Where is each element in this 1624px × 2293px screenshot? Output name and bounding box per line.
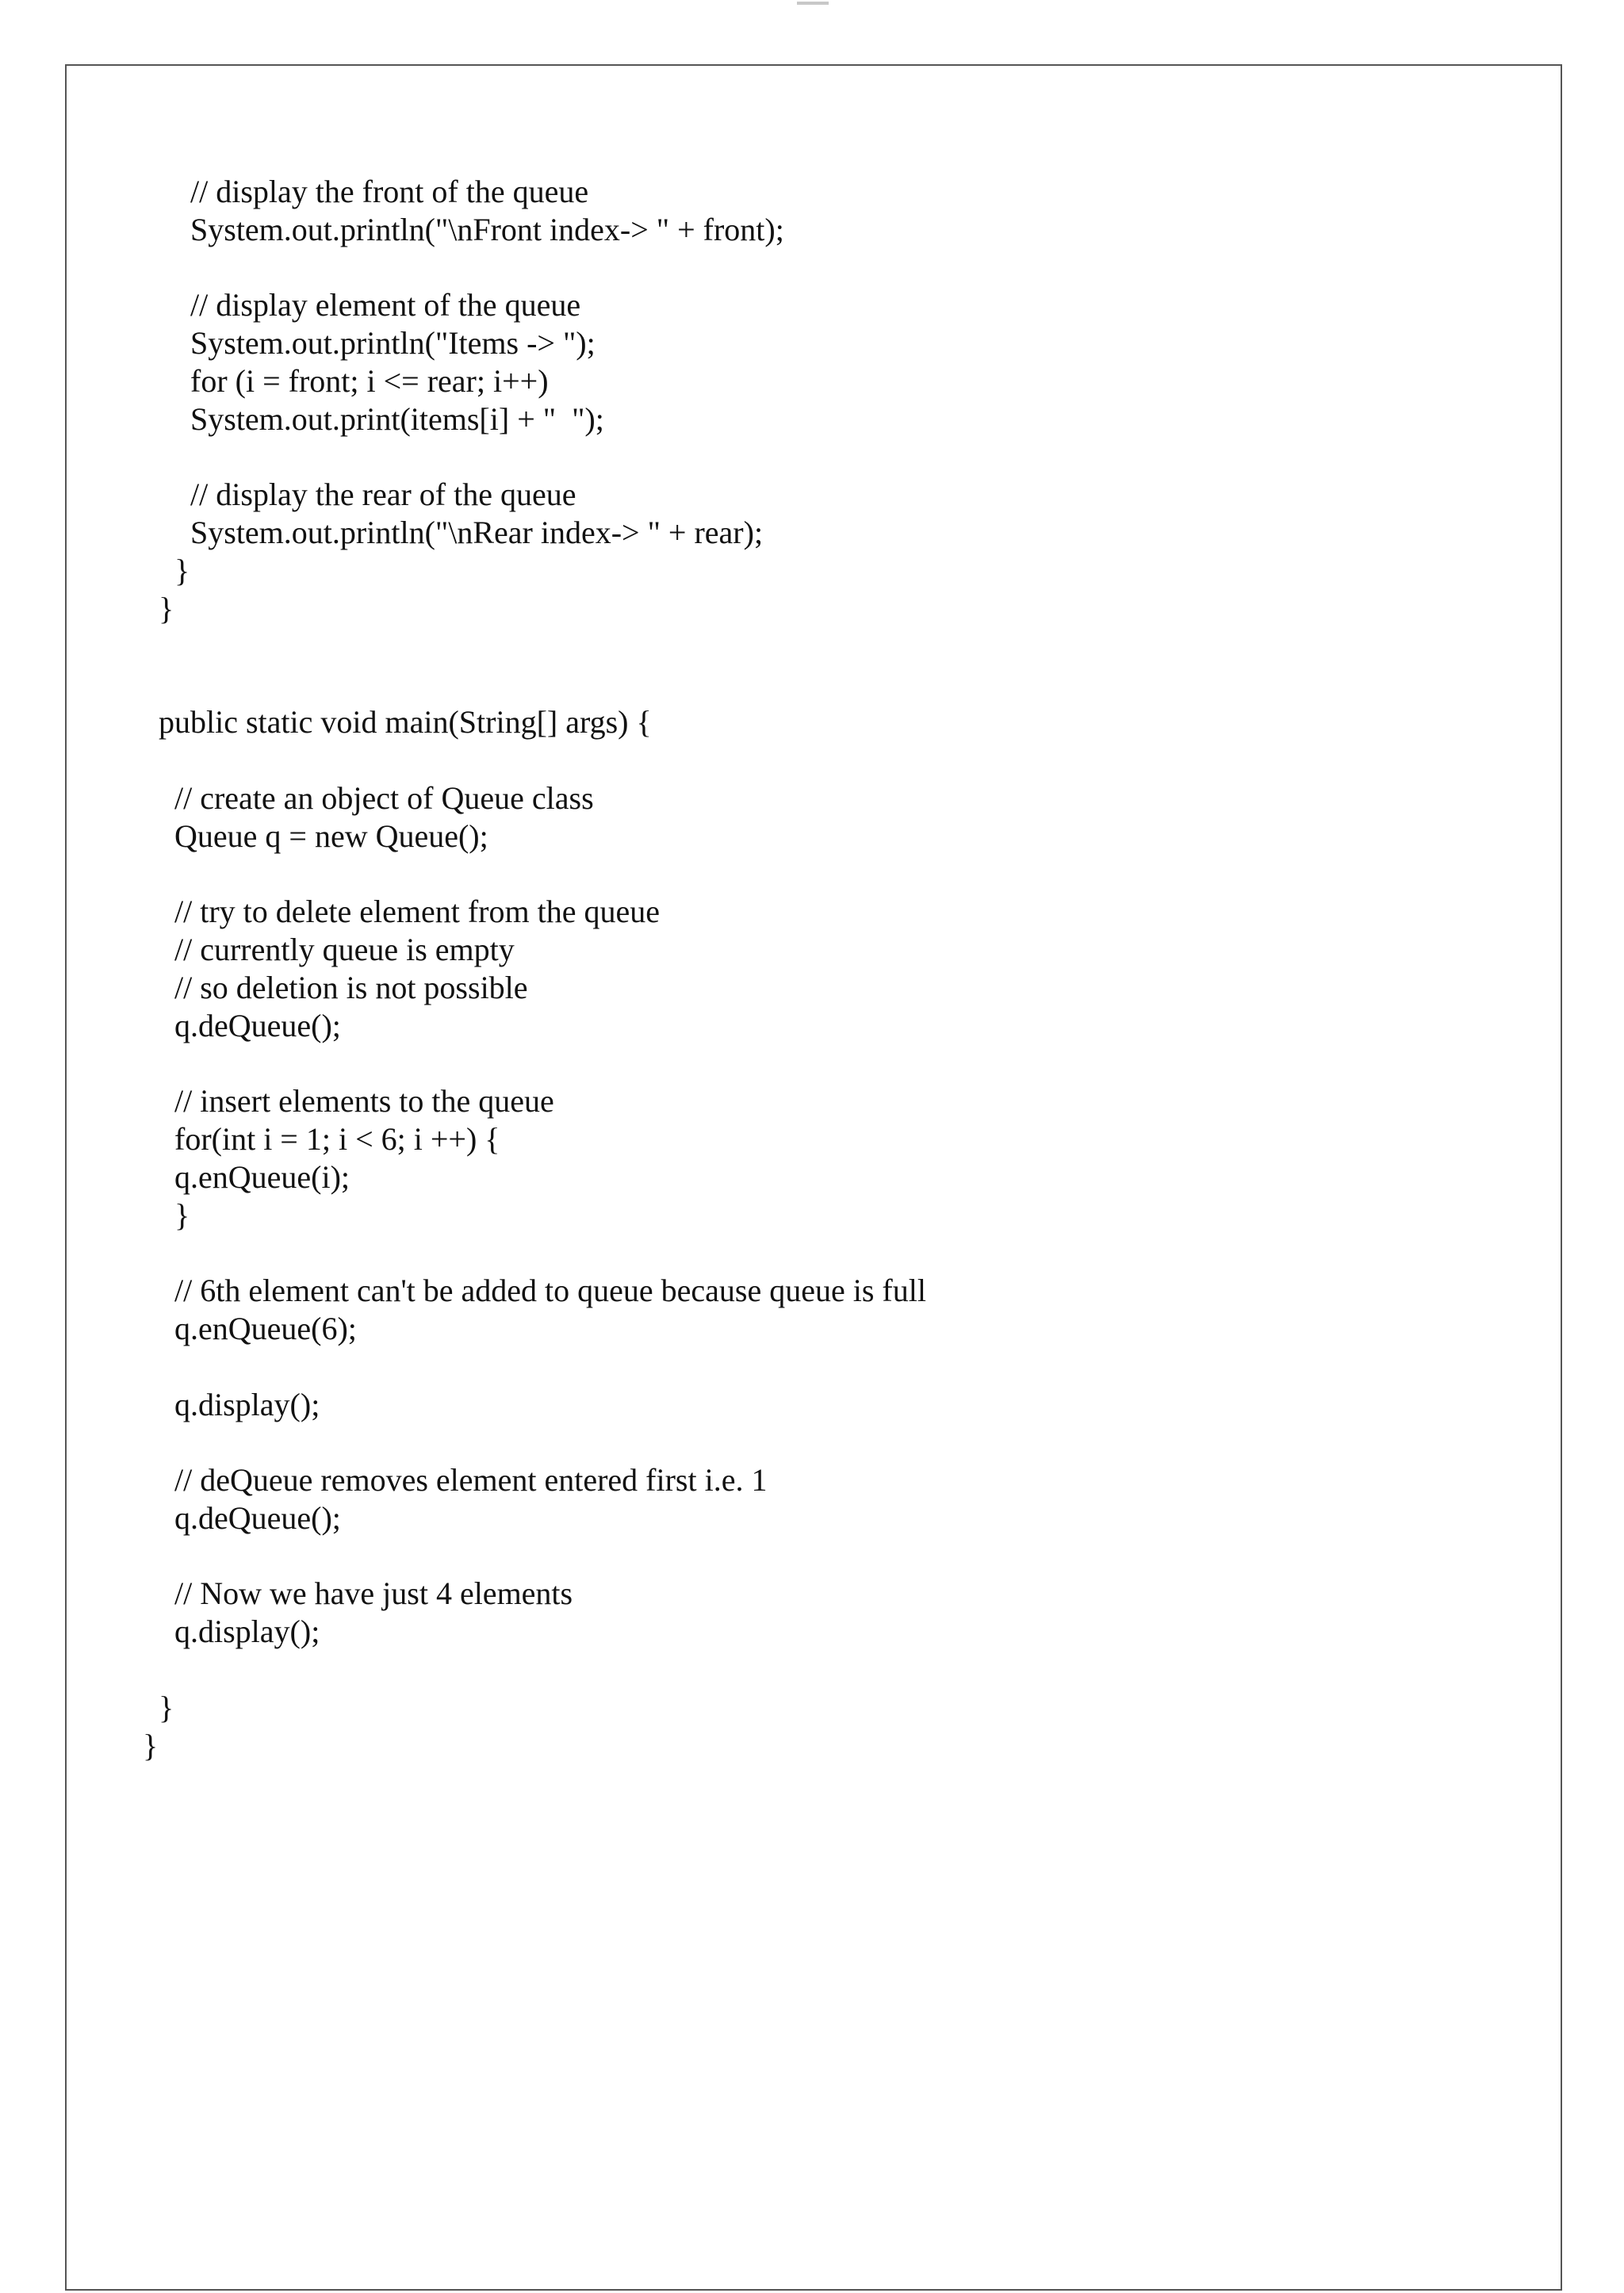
code-line: // display element of the queue bbox=[190, 287, 581, 323]
code-line bbox=[0, 1348, 1624, 1386]
code-line: // display the rear of the queue bbox=[190, 477, 576, 513]
code-line: System.out.println("\nFront index-> " + front); bbox=[190, 211, 784, 247]
code-line bbox=[0, 1423, 1624, 1461]
code-line: } bbox=[174, 1196, 190, 1233]
code-line: public static void main(String[] args) { bbox=[159, 704, 652, 741]
code-line: // try to delete element from the queue bbox=[174, 894, 660, 930]
code-line bbox=[0, 628, 1624, 666]
code-line bbox=[0, 741, 1624, 779]
code-line bbox=[0, 1537, 1624, 1575]
code-line: // so deletion is not possible bbox=[174, 969, 528, 1005]
header-mark bbox=[797, 2, 829, 5]
code-line bbox=[0, 438, 1624, 477]
code-line: q.deQueue(); bbox=[174, 1499, 341, 1536]
code-line: // display the front of the queue bbox=[190, 174, 589, 209]
code-line bbox=[0, 1044, 1624, 1082]
code-line: // 6th element can't be added to queue because queue is full bbox=[174, 1273, 926, 1309]
code-line: } bbox=[174, 552, 190, 588]
code-line: for(int i = 1; i < 6; i ++) { bbox=[174, 1120, 500, 1157]
code-line: Queue q = new Queue(); bbox=[174, 817, 488, 854]
code-line bbox=[0, 1234, 1624, 1272]
code-line: // insert elements to the queue bbox=[174, 1083, 554, 1120]
code-line: q.display(); bbox=[174, 1614, 320, 1650]
code-line: q.deQueue(); bbox=[174, 1007, 341, 1043]
code-line: // create an object of Queue class bbox=[174, 779, 594, 816]
code-line: q.display(); bbox=[174, 1386, 320, 1422]
code-line: // deQueue removes element entered first i.e. 1 bbox=[174, 1462, 768, 1499]
code-line: System.out.println("\nRear index-> " + rear); bbox=[190, 515, 764, 551]
code-line bbox=[0, 1651, 1624, 1689]
code-line bbox=[0, 855, 1624, 893]
code-line: // currently queue is empty bbox=[174, 931, 515, 967]
code-line: q.enQueue(i); bbox=[174, 1158, 350, 1195]
code-line: System.out.println("Items -> "); bbox=[190, 325, 596, 362]
code-line: } bbox=[159, 590, 174, 626]
code-block bbox=[0, 173, 1624, 1764]
code-line: System.out.print(items[i] + " "); bbox=[190, 400, 604, 437]
code-line bbox=[0, 249, 1624, 287]
code-line bbox=[0, 665, 1624, 703]
code-line: } bbox=[143, 1727, 159, 1763]
code-line: } bbox=[159, 1689, 174, 1725]
code-line: for (i = front; i <= rear; i++) bbox=[190, 362, 549, 399]
code-line: // Now we have just 4 elements bbox=[174, 1575, 573, 1612]
code-line: q.enQueue(6); bbox=[174, 1310, 357, 1346]
